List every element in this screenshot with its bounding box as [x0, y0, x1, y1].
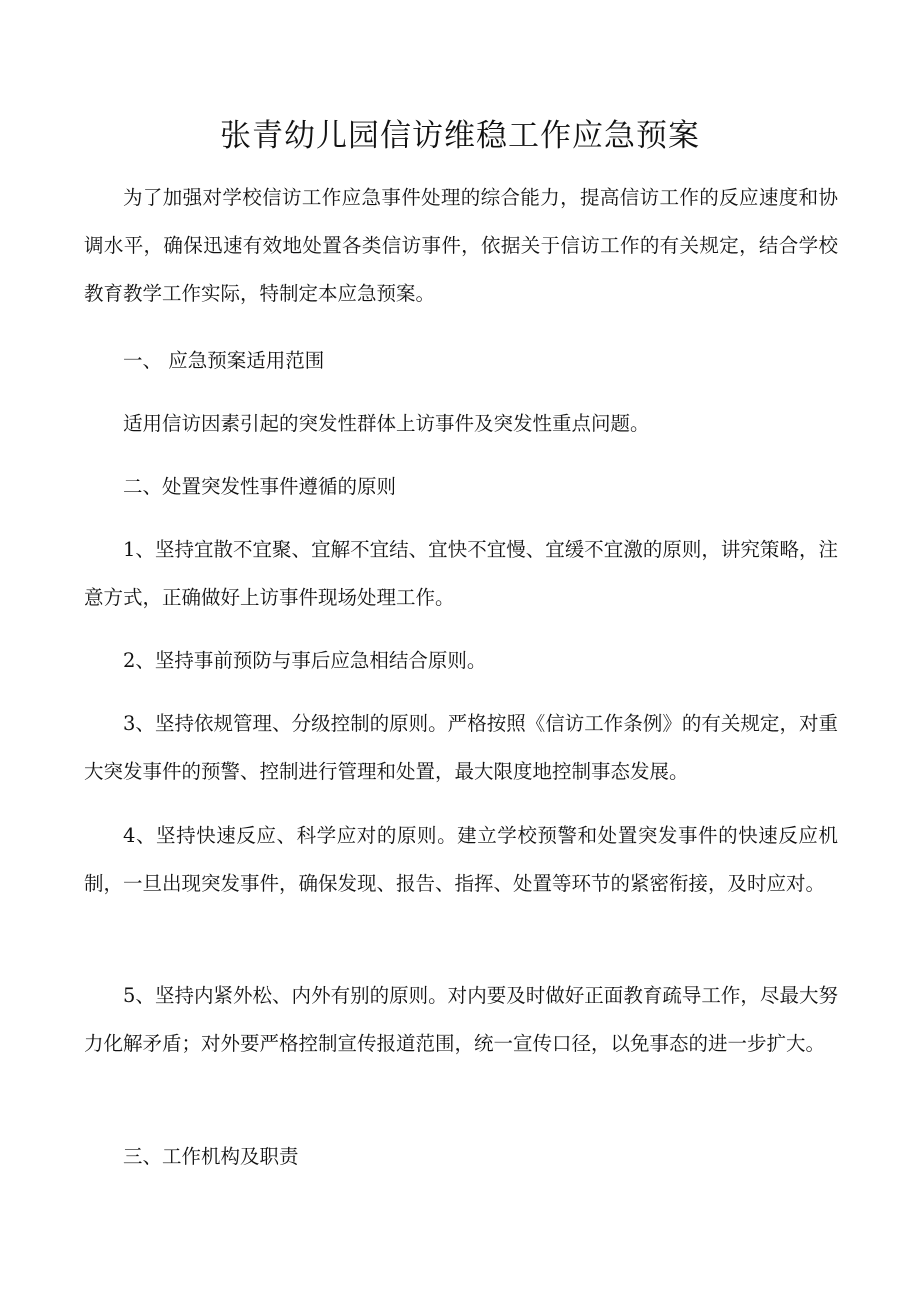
- principle-3: 3、坚持依规管理、分级控制的原则。严格按照《信访工作条例》的有关规定，对重大突发事件的预警、控制进行管理和处置，最大限度地控制事态发展。: [84, 712, 838, 783]
- scope-paragraph: 适用信访因素引起的突发性群体上访事件及突发性重点问题。: [123, 412, 650, 435]
- principle-1: 1、坚持宜散不宜聚、宜解不宜结、宜快不宜慢、宜缓不宜激的原则，讲究策略，注意方式，正确做好上访事件现场处理工作。: [84, 538, 838, 609]
- section-heading-scope: 一、 应急预案适用范围: [123, 349, 325, 372]
- section-heading-organization: 三、工作机构及职责: [123, 1145, 299, 1168]
- principle-4: 4、坚持快速反应、科学应对的原则。建立学校预警和处置突发事件的快速反应机制，一旦出现突发事件，确保发现、报告、指挥、处置等环节的紧密衔接，及时应对。: [84, 824, 838, 895]
- principle-5: 5、坚持内紧外松、内外有别的原则。对内要及时做好正面教育疏导工作，尽最大努力化解矛盾；对外要严格控制宣传报道范围，统一宣传口径，以免事态的进一步扩大。: [84, 984, 838, 1055]
- principle-2: 2、坚持事前预防与事后应急相结合原则。: [123, 649, 487, 672]
- document-title: 张青幼儿园信访维稳工作应急预案: [220, 118, 700, 154]
- section-heading-principles: 二、处置突发性事件遵循的原则: [123, 475, 397, 498]
- intro-paragraph: 为了加强对学校信访工作应急事件处理的综合能力，提高信访工作的反应速度和协调水平，确保迅速有效地处置各类信访事件，依据关于信访工作的有关规定，结合学校教育教学工作实际，特制定本应急预案。: [84, 186, 838, 305]
